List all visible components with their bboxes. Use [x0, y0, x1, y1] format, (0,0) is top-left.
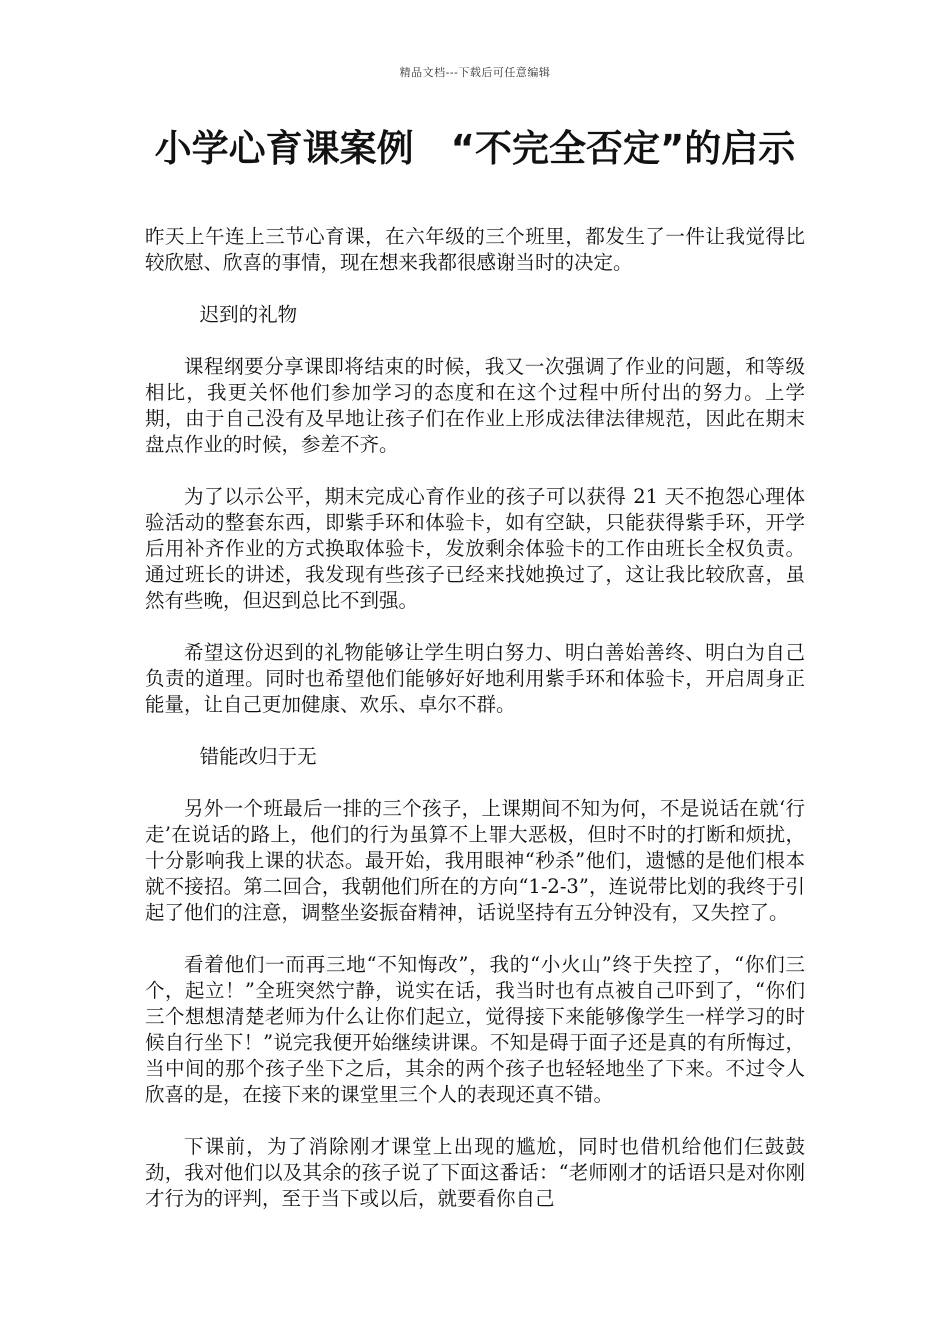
paragraph-6: 下课前，为了消除刚才课堂上出现的尴尬，同时也借机给他们仨鼓鼓劲，我对他们以及其余的孩子说了下面这番话：“老师刚才的话语只是对你刚才行为的评判，至于当下或以后，就要看你自己	[145, 1135, 805, 1210]
header-note: 精品文档---下载后可任意编辑	[399, 66, 551, 79]
paragraph-5: 看着他们一而再三地“不知悔改”，我的“小火山”终于失控了，“你们三个，起立！”全班突然宁静，说实在话，我当时也有点被自己吓到了，“你们三个想想清楚老师为什么让你们起立，觉得接下来能够像学生一样学习的时候自行坐下！”说完我便开始继续讲课。不知是碍于面子还是真的有所悔过，当中间的那个孩子坐下之后，其余的两个孩子也轻轻地坐了下来。不过令人欣喜的是，在接下来的课堂里三个人的表现还真不错。	[145, 953, 805, 1106]
paragraph-2: 为了以示公平，期末完成心育作业的孩子可以获得 21 天不抱怨心理体验活动的整套东西，即紫手环和体验卡，如有空缺，只能获得紫手环，开学后用补齐作业的方式换取体验卡，发放剩余体验卡的工作由班长全权负责。通过班长的讲述，我发现有些孩子已经来找她换过了，这让我比较欣喜，虽然有些晚，但迟到总比不到强。	[145, 485, 805, 612]
paragraph-4: 另外一个班最后一排的三个孩子，上课期间不知为何，不是说话在就‘行走’在说话的路上，他们的行为虽算不上罪大恶极，但时不时的打断和烦扰，十分影响我上课的状态。最开始，我用眼神“秒杀”他们，遗憾的是他们根本就不接招。第二回合，我朝他们所在的方向“1-2-3”，连说带比划的我终于引起了他们的注意，调整坐姿振奋精神，话说坚持有五分钟没有，又失控了。	[145, 797, 805, 924]
intro-paragraph: 昨天上午连上三节心育课，在六年级的三个班里，都发生了一件让我觉得比较欣慰、欣喜的事情，现在想来我都很感谢当时的决定。	[145, 225, 805, 274]
section-heading-late-gift: 迟到的礼物	[199, 303, 298, 326]
document-body	[145, 224, 805, 1238]
section-heading-correct-mistakes: 错能改归于无	[199, 745, 317, 768]
page-title: 小学心育课案例 “不完全否定”的启示	[154, 127, 796, 170]
paragraph-3: 希望这份迟到的礼物能够让学生明白努力、明白善始善终、明白为自己负责的道理。同时也希望他们能够好好地利用紫手环和体验卡，开启周身正能量，让自己更加健康、欢乐、卓尔不群。	[145, 641, 805, 716]
paragraph-1: 课程纲要分享课即将结束的时候，我又一次强调了作业的问题，和等级相比，我更关怀他们参加学习的态度和在这个过程中所付出的努力。上学期，由于自己没有及早地让孩子们在作业上形成法律法律规范，因此在期末盘点作业的时候，参差不齐。	[145, 355, 805, 456]
